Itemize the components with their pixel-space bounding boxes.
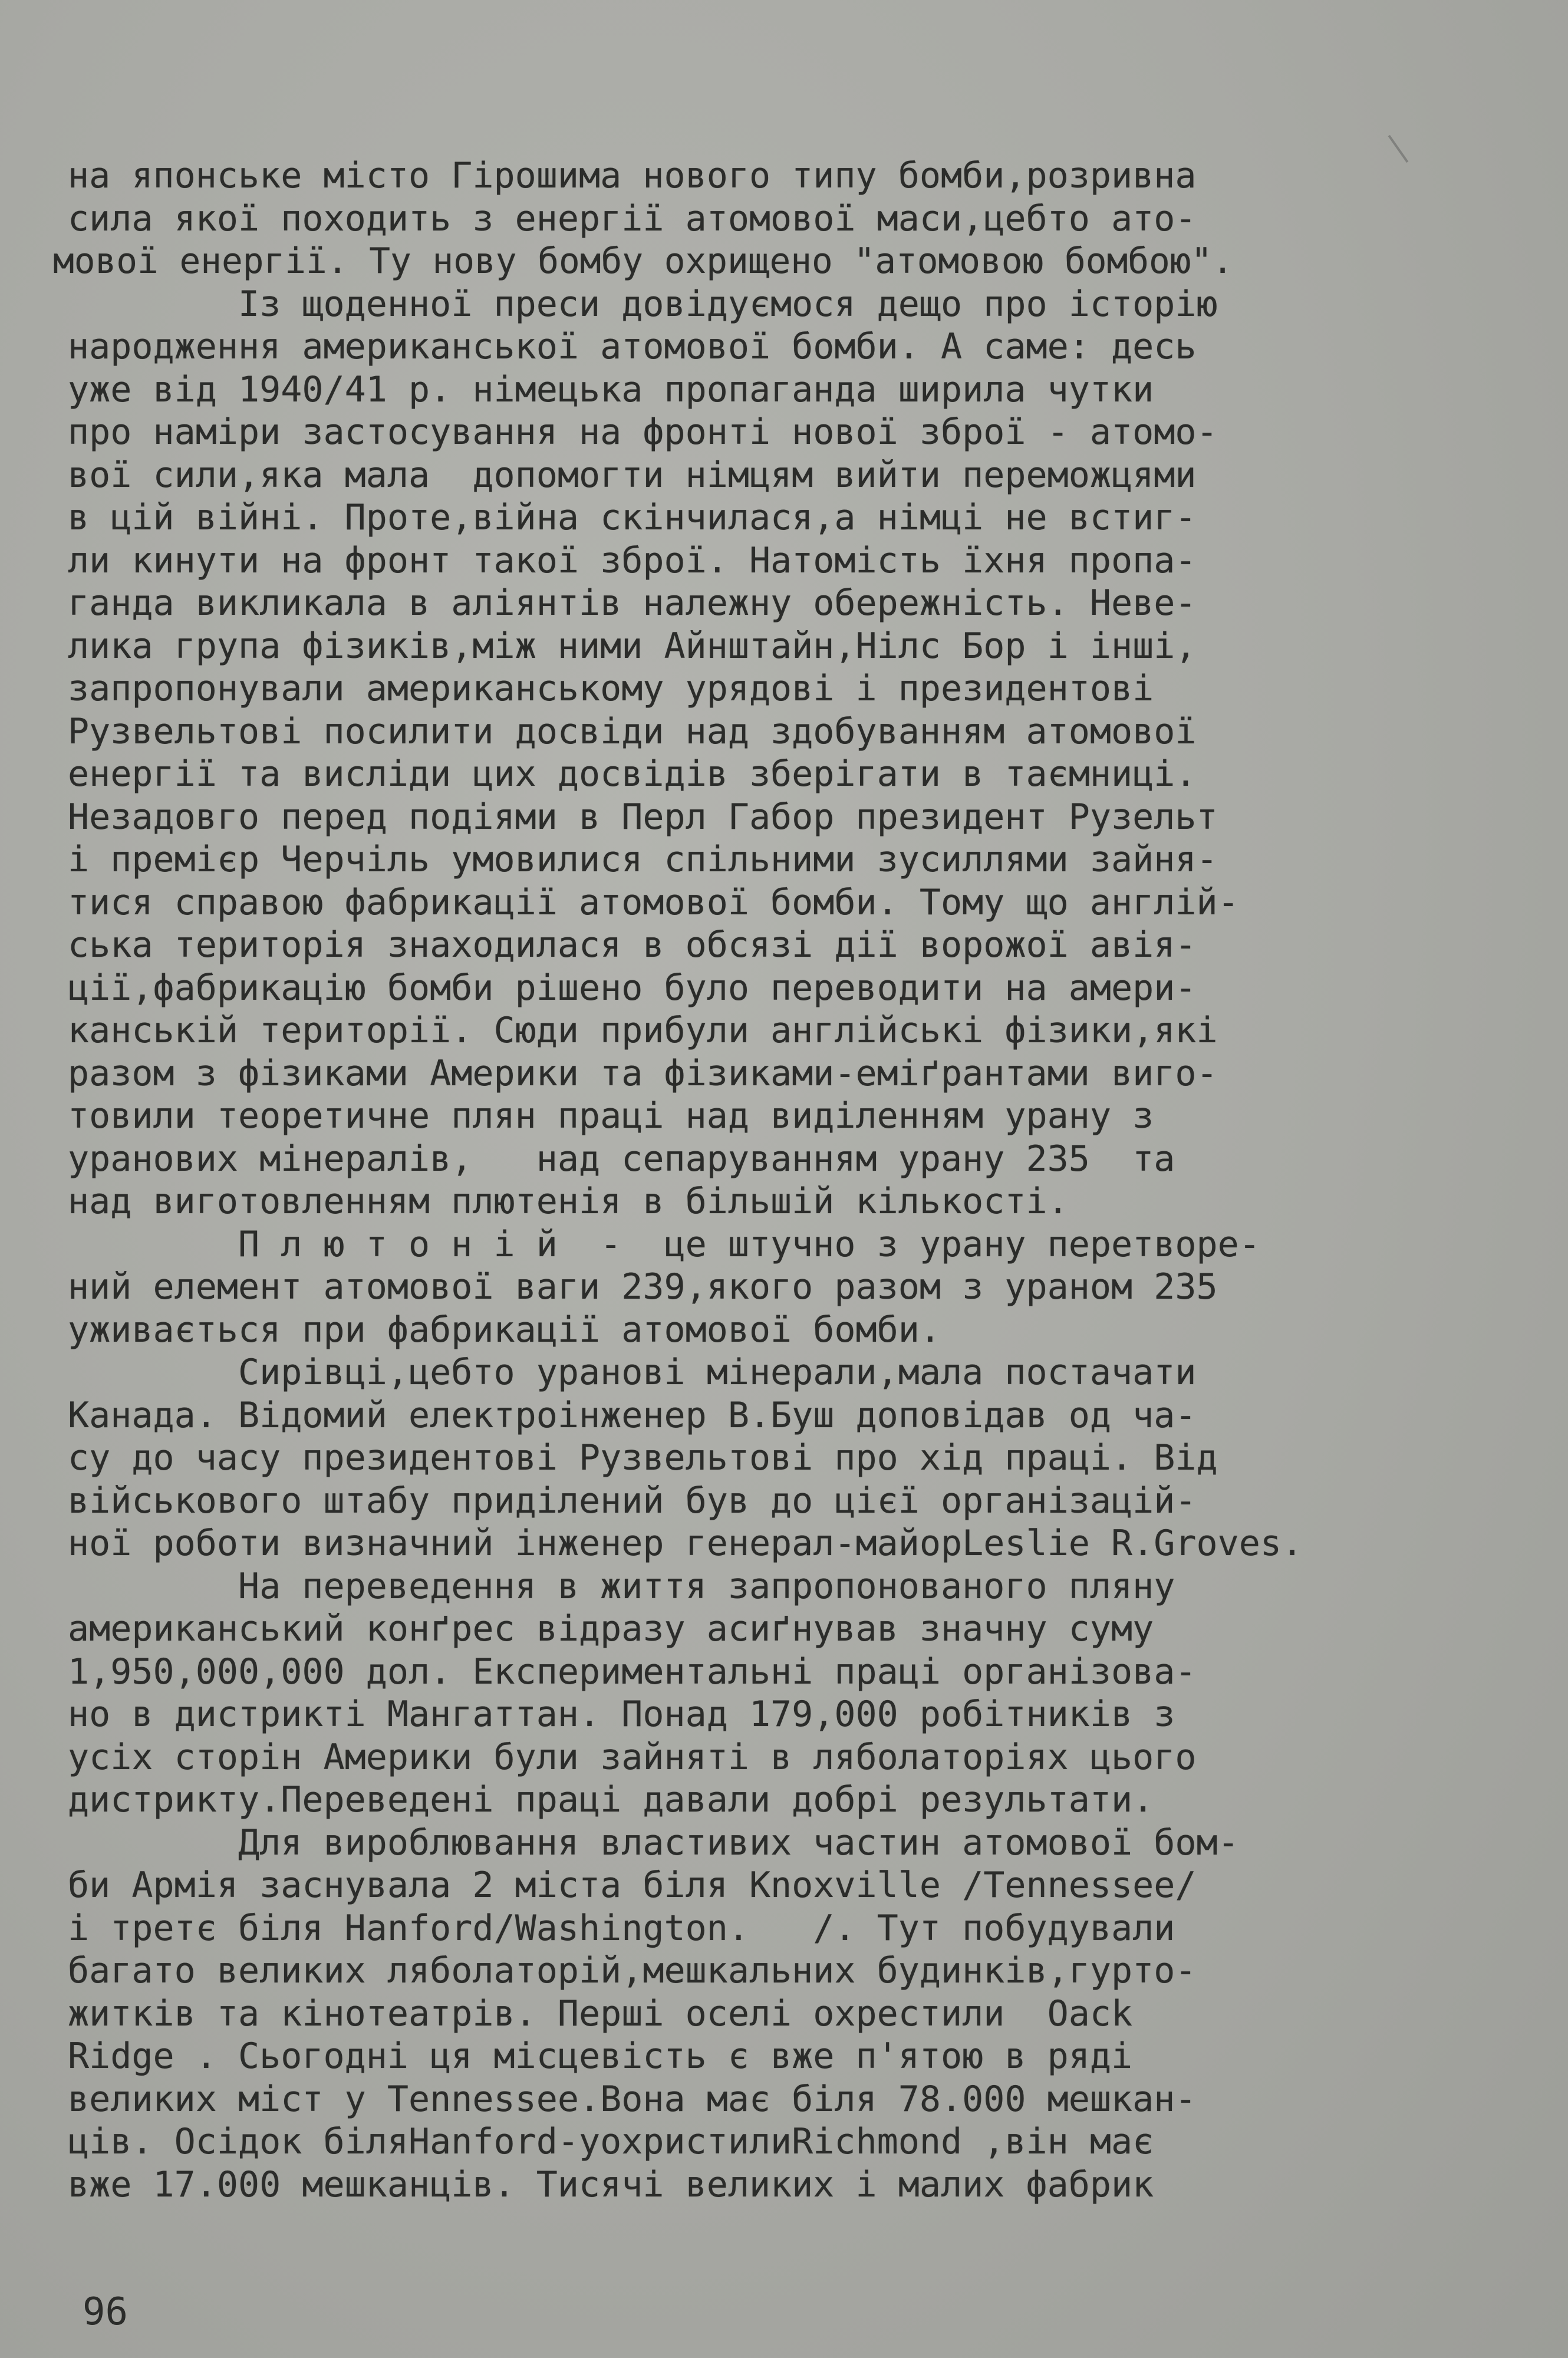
text-line: Канада. Відомий електроінженер В.Буш доповідав од ча- [68,1394,1197,1436]
text-line: Сирівці,цебто уранові мінерали,мала постачати [68,1352,1197,1393]
text-line: товили теоретичне плян праці над виділенням урану з [68,1095,1154,1137]
text-line: уже від 1940/41 р. німецька пропаганда ширила чутки [68,368,1154,410]
text-line: ганда викликала в аліянтів належну обережність. Неве- [68,582,1197,624]
text-line: ська територія знаходилася в обсязі дії ворожої авія- [68,924,1197,966]
text-line: но в дистрикті Мангаттан. Понад 179,000 робітників з [68,1694,1175,1735]
text-line: разом з фізиками Америки та фізиками-еміґрантами виго- [68,1052,1218,1094]
text-line: енергії та висліди цих досвідів зберігати в таємниці. [68,753,1197,795]
text-line: в цій війні. Проте,війна скінчилася,а німці не встиг- [68,497,1197,538]
text-line: Рузвельтові посилити досвіди над здобуванням атомової [68,710,1197,752]
text-line: уранових мінералів, над сепаруванням урану 235 та [68,1138,1175,1180]
text-line: ції,фабрикацію бомби рішено було переводити на амери- [68,967,1197,1009]
text-line: запропонували американському урядові і президентові [68,668,1154,709]
text-line: військового штабу приділений був до цієї організацій- [68,1480,1197,1521]
text-line: американський конґрес відразу асиґнував значну суму [68,1608,1154,1649]
text-line: лика група фізиків,між ними Айнштайн,Нілс Бор і інші, [68,625,1197,667]
page-number: 96 [83,2290,129,2334]
text-line: ли кинути на фронт такої зброї. Натомість їхня пропа- [68,539,1197,581]
text-line: Із щоденної преси довідуємося дещо про історію [68,283,1218,325]
text-line: на японське місто Гірошима нового типу бомби,розривна [68,155,1197,196]
text-line: вої сили,яка мала допомогти німцям вийти переможцями [68,454,1197,496]
text-line: 1,950,000,000 дол. Експериментальні праці організова- [68,1651,1197,1692]
text-line: житків та кінотеатрів. Перші оселі охрестили Oack [68,1993,1133,2034]
text-line: тися справою фабрикації атомової бомби. Тому що англій- [68,881,1239,923]
text-line: мової енергії. Ту нову бомбу охрищено "атомовою бомбою". [53,241,1234,282]
text-line: би Армія заснувала 2 міста біля Knoxville /Tennessee/ [68,1865,1197,1906]
text-line: ців. Осідок біляHanford-уохристилиRichmond ,він має [68,2121,1154,2162]
text-line: На переведення в життя запропонованого пляну [68,1565,1175,1607]
text-line: про наміри застосування на фронті нової зброї - атомо- [68,411,1218,453]
text-line: Незадовго перед подіями в Перл Габор президент Рузельт [68,796,1218,838]
text-line: і премієр Черчіль умовилися спільними зусиллями зайня- [68,839,1218,880]
text-line: ної роботи визначний інженер генерал-майорLeslie R.Groves. [68,1523,1303,1564]
text-line: дистрикту.Переведені праці давали добрі результати. [68,1779,1154,1820]
text-line: Для вироблювання властивих частин атомової бом- [68,1822,1239,1863]
text-line: народження американської атомової бомби. А саме: десь [68,326,1197,367]
text-line: П л ю т о н і й - це штучно з урану перетворе- [68,1223,1260,1265]
text-line: і третє біля Hanford/Washington. /. Тут побудували [68,1907,1175,1949]
text-line: Ridge . Сьогодні ця місцевість є вже п'ятою в ряді [68,2036,1133,2077]
text-line: уживається при фабрикації атомової бомби. [68,1309,941,1351]
page-body-text [53,154,1483,2206]
text-line: су до часу президентові Рузвельтові про хід праці. Від [68,1437,1218,1478]
text-line: канській території. Сюди прибули англійські фізики,які [68,1010,1218,1051]
text-line: сила якої походить з енергії атомової маси,цебто ато- [68,197,1197,239]
text-line: багато великих ляболаторій,мешкальних будинків,гурто- [68,1950,1197,1991]
text-line: великих міст у Tennessee.Вона має біля 78.000 мешкан- [68,2078,1197,2120]
text-line: усіх сторін Америки були зайняті в ляболаторіях цього [68,1736,1197,1778]
text-line: вже 17.000 мешканців. Тисячі великих і малих фабрик [68,2163,1154,2205]
text-line: ний елемент атомової ваги 239,якого разом з ураном 235 [68,1266,1218,1308]
text-line: над виготовленням плютенія в більшій кількості. [68,1181,1069,1222]
